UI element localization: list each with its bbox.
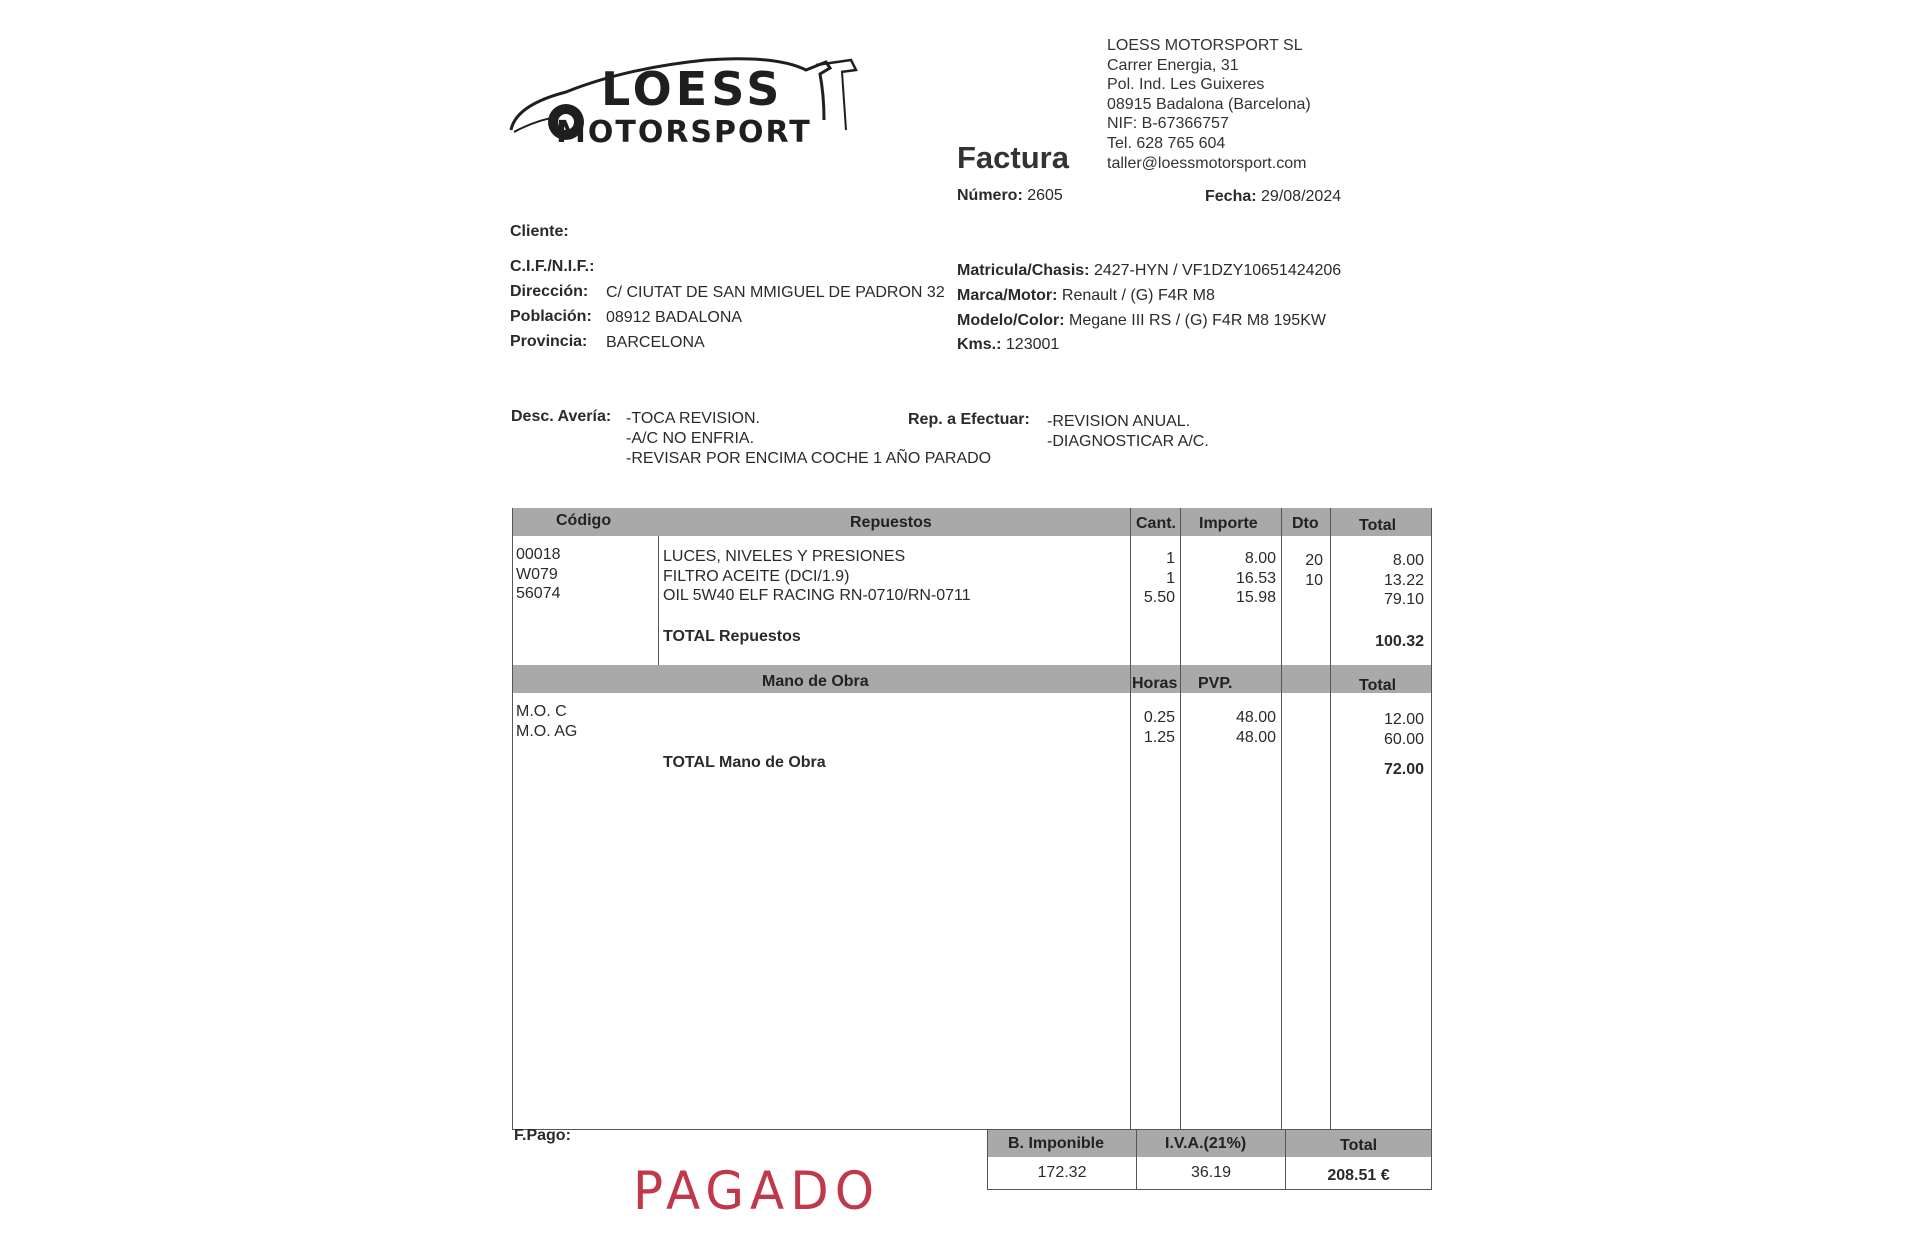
company-info [1107,36,1311,173]
averia-line: -TOCA REVISION. [626,410,760,427]
col-line [1281,508,1282,1130]
header-dto: Dto [1292,515,1319,532]
invoice-date [1205,188,1341,206]
totals-total-label: Total [1340,1137,1378,1154]
reparacion-label: Rep. a Efectuar: [908,411,1030,428]
header-total: Total [1359,517,1397,534]
row-importe-column [1180,549,1276,608]
header-mano-obra: Mano de Obra [762,673,869,690]
reparacion-lines [1047,412,1209,452]
labor-total-label: TOTAL Mano de Obra [663,754,826,771]
labor-total-value: 72.00 [1383,761,1424,778]
header-codigo: Código [556,512,612,529]
header-horas: Horas [1132,675,1178,692]
cliente-label: Cliente: [510,223,569,240]
invoice-number [957,187,1063,205]
poblacion-label: Población: [510,308,592,325]
row-desc: OIL 5W40 ELF RACING RN-0710/RN-0711 [663,587,971,605]
labor-total: 12.00 [1383,711,1424,728]
labor-codigo: M.O. C [516,703,567,720]
header-importe: Importe [1199,515,1258,532]
kms-value: 123001 [1005,336,1060,353]
direccion-label: Dirección: [510,283,589,300]
table-row [516,545,561,604]
row-importe: 15.98 [1235,589,1276,607]
labor-header [512,665,1432,693]
pagado-stamp: PAGADO [633,1160,881,1222]
parts-total-label: TOTAL Repuestos [663,628,801,645]
row-total: 13.22 [1383,571,1424,589]
invoice-date-value: 29/08/2024 [1261,188,1342,205]
nif-label: C.I.F./N.I.F.: [510,258,595,275]
total-value: 208.51 € [1327,1167,1390,1184]
labor-codigo-column [516,702,577,741]
company-area: Pol. Ind. Les Guixeres [1107,76,1265,94]
reparacion-line: -REVISION ANUAL. [1047,413,1191,430]
labor-pvp-column [1180,708,1276,747]
totals-border [1431,1130,1432,1190]
header-labor-total: Total [1359,677,1397,694]
labor-pvp: 48.00 [1235,728,1276,746]
reparacion-line: -DIAGNOSTICAR A/C. [1047,433,1209,450]
logo-line2: MOTORSPORT [556,115,812,150]
labor-total-column [1330,710,1424,749]
averia-line: -A/C NO ENFRIA. [626,430,755,447]
provincia-value: BARCELONA [606,334,705,351]
company-email: taller@loessmotorsport.com [1107,154,1307,172]
car-logo-icon [506,50,926,155]
direccion-value: C/ CIUTAT DE SAN MMIGUEL DE PADRON 32 [606,284,945,301]
logo-line1: LOESS [601,62,784,116]
iva-label: I.V.A.(21%) [1165,1135,1247,1152]
row-total-column [1330,551,1424,610]
matricula-label: Matricula/Chasis: [957,262,1090,279]
row-dto-column [1281,551,1323,590]
header-cant: Cant. [1136,515,1176,532]
header-pvp: PVP. [1198,675,1233,692]
iva-value: 36.19 [1190,1164,1232,1181]
row-cant: 5.50 [1143,589,1175,607]
company-city: 08915 Badalona (Barcelona) [1107,95,1311,113]
row-codigo: W079 [516,565,558,583]
parts-header [512,508,1432,536]
row-desc-column [663,547,971,606]
kms-row [957,336,1059,354]
row-codigo: 00018 [516,546,561,563]
company-phone: Tel. 628 765 604 [1107,134,1226,152]
labor-horas-column [1130,708,1175,747]
matricula-row [957,262,1341,280]
company-nif: NIF: B-67366757 [1107,115,1229,133]
marca-value: Renault / (G) F4R M8 [1061,287,1215,304]
row-cant: 1 [1166,569,1175,587]
marca-label: Marca/Motor: [957,287,1058,304]
row-importe: 16.53 [1235,569,1276,587]
row-cant-column [1130,549,1175,608]
modelo-row [957,312,1326,330]
invoice-date-label: Fecha: [1205,188,1257,205]
labor-total: 60.00 [1383,730,1424,748]
modelo-value: Megane III RS / (G) F4R M8 195KW [1069,312,1326,329]
row-total: 79.10 [1383,591,1424,609]
row-total: 8.00 [1392,552,1424,569]
provincia-label: Provincia: [510,333,588,350]
base-value: 172.32 [1037,1164,1087,1181]
labor-horas: 1.25 [1143,728,1175,746]
invoice-number-label: Número: [957,187,1023,204]
kms-label: Kms.: [957,336,1002,353]
row-dto: 20 [1305,552,1323,569]
totals-header [987,1130,1432,1157]
table-border-right [1431,508,1432,1130]
parts-total-value: 100.32 [1375,633,1424,650]
company-name: LOESS MOTORSPORT SL [1107,37,1303,54]
company-logo [506,50,926,155]
averia-line: -REVISAR POR ENCIMA COCHE 1 AÑO PARADO [626,450,992,467]
row-desc: LUCES, NIVELES Y PRESIONES [663,548,906,565]
row-codigo: 56074 [516,585,561,603]
col-line [658,536,659,665]
modelo-label: Modelo/Color: [957,312,1065,329]
row-importe: 8.00 [1244,550,1276,567]
row-cant: 1 [1166,550,1175,567]
averia-label: Desc. Avería: [511,408,612,425]
invoice-title: Factura [957,140,1069,175]
base-label: B. Imponible [1008,1135,1104,1152]
row-desc: FILTRO ACEITE (DCI/1.9) [663,567,850,585]
labor-horas: 0.25 [1143,709,1175,726]
totals-border [987,1189,1432,1190]
labor-codigo: M.O. AG [516,722,578,740]
row-dto: 10 [1305,571,1323,589]
header-repuestos: Repuestos [850,514,932,531]
marca-row [957,287,1215,305]
company-address: Carrer Energia, 31 [1107,56,1239,74]
labor-pvp: 48.00 [1235,709,1276,726]
poblacion-value: 08912 BADALONA [606,309,743,326]
invoice-number-value: 2605 [1027,187,1063,204]
matricula-value: 2427-HYN / VF1DZY10651424206 [1093,262,1342,279]
table-border-left [512,508,513,1130]
fpago-label: F.Pago: [514,1127,571,1144]
